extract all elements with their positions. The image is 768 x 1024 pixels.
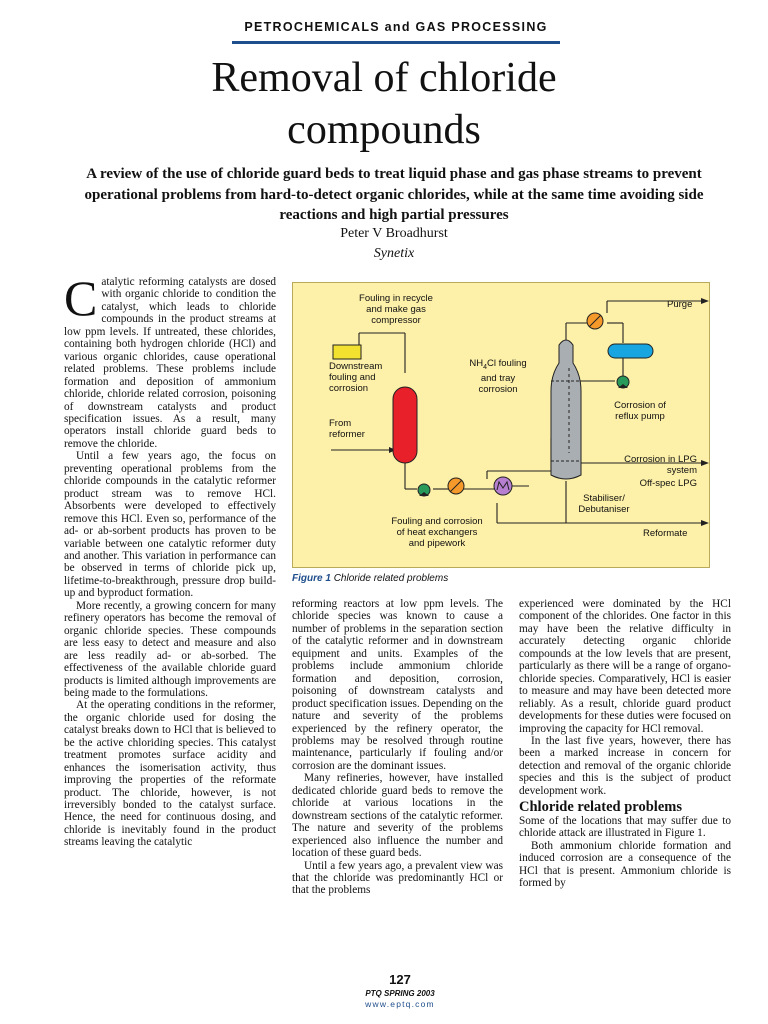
paragraph: Until a few years ago, the focus on preventing operational problems from the chloride compounds in the catalytic reformer product stream was to remove HCl. Absorbents were developed to effectively remove this HCl. Even so, performance of the ad- or ab-sorbent products has proven to be variable between one catalytic reformer duty and another. This variation in performance can be observed in terms of chloride pick up, lifetime-to-breakthrough, pressure drop build-up and byproduct formation. <box>64 450 276 600</box>
reflux-drum-icon <box>608 344 653 358</box>
column-2 <box>292 598 503 897</box>
journal-url: www.eptq.com <box>365 999 435 1009</box>
column-1 <box>64 270 276 849</box>
paragraph: Both ammonium chloride formation and induced corrosion are a consequence of the HCl that is present. Ammonium chloride is formed by <box>519 839 731 889</box>
label-recycle-compressor: Fouling in recycle and make gas compressor <box>359 293 433 326</box>
section-rule <box>232 41 560 44</box>
label-lpg-corrosion: Corrosion in LPG system <box>624 454 697 476</box>
author: Peter V Broadhurst <box>340 226 448 241</box>
arrow-lpg <box>701 460 709 466</box>
reactor-icon <box>393 387 417 463</box>
drop-cap: C <box>64 270 98 326</box>
column-3 <box>519 598 731 889</box>
paragraph: In the last five years, however, there has been a marked increase in concern for detection and removal of the organic chloride species and this is the subject of product development work. <box>519 734 731 797</box>
title-line-1: Removal of chloride <box>211 55 557 101</box>
label-nh4cl: $NH_4Cl$ fouling and tray corrosion <box>469 358 527 395</box>
label-reformate: Reformate <box>643 528 688 539</box>
paragraph: Many refineries, however, have installed dedicated chloride guard beds to remove the chloride at various locations in the downstream sections of the catalytic reformer. The nature and severity of the problems experienced also influence the number and location of these guard beds. <box>292 772 503 860</box>
figure-caption <box>292 573 448 584</box>
paragraph: Catalytic reforming catalysts are dosed with organic chloride to condition the catalyst, which leads to chloride compounds in the product streams at low ppm levels. If untreated, these chlorides, containing both hydrogen chloride (HCl) and various organic chlorides, cause operational related problems. These problems include formation and deposition of ammonium chloride, chloride related corrosion, poisoning of downstream catalysts and product specification issues. As a result, many operators install chloride guard beds to remove the chloride. <box>64 270 276 450</box>
label-heat-exchangers: Fouling and corrosion of heat exchangers and pipework <box>391 516 483 549</box>
reboiler-icon <box>494 477 512 495</box>
page-number: 127 <box>389 972 411 987</box>
figure-1 <box>292 282 710 568</box>
section-heading: PETROCHEMICALS and GAS PROCESSING <box>244 20 548 34</box>
arrow-purge <box>701 298 709 304</box>
paragraph: experienced were dominated by the HCl component of the chlorides. One factor in this may have been the relative difficulty in accurately detecting organic chloride compounds at the low levels that are present, particularly as there will be a range of organo-chloride species. Comparatively, HCl is easier to measure and may have been detected more reliably. As a result, chloride guard product developments for these duties were focused on improving the capacity for HCl removal. <box>519 598 731 735</box>
affiliation: Synetix <box>373 246 415 261</box>
label-reflux-pump: Corrosion of reflux pump <box>614 400 666 422</box>
paragraph: Some of the locations that may suffer due to chloride attack are illustrated in Figure 1. <box>519 814 731 840</box>
label-offspec-lpg: Off-spec LPG <box>639 478 697 489</box>
paragraph: More recently, a growing concern for many refinery operators has become the removal of organic chloride species. These compounds are less easy to detect and measure and also are less readily ad- or ab-sorbed. The effectiveness of the available chloride guard products is limited although improvements are being made to the formulations. <box>64 599 276 699</box>
label-downstream: Downstream fouling and corrosion <box>329 361 383 394</box>
journal-issue: PTQ SPRING 2003 <box>365 989 435 998</box>
label-stabiliser: Stabiliser/ Debutaniser <box>578 493 630 515</box>
title-line-2: compounds <box>287 107 481 153</box>
caption-text: Chloride related problems <box>333 573 449 584</box>
column-icon <box>551 340 581 479</box>
arrow-reformate <box>701 520 709 526</box>
compressor-icon <box>333 345 361 359</box>
label-from-reformer: From reformer <box>329 418 365 440</box>
standfirst: A review of the use of chloride guard beds to treat liquid phase and gas phase streams to prevent operational problems from hard-to-detect organic chlorides, while at the same time avoiding side reactions and high partial pressures <box>84 166 704 223</box>
paragraph: reforming reactors at low ppm levels. The chloride species was known to cause a number of problems in the separation section of the catalytic reformer and in downstream equipment and units. Examples of the problems include ammonium chloride formation and deposition, corrosion, poisoning of downstream catalysts and product specification issues. Depending on the nature and severity of the problems experienced by the refinery operator, the problems may be resolved through routine maintenance, particularly if fouling and/or corrosion are the dominant issues. <box>292 598 503 772</box>
article-title <box>60 52 708 156</box>
paragraph: Until a few years ago, a prevalent view was that the chloride was predominantly HCl or that the problems <box>292 859 503 897</box>
subheading: Chloride related problems <box>519 799 682 816</box>
caption-label: Figure 1 <box>292 573 331 584</box>
paragraph: At the operating conditions in the reformer, the organic chloride used for dosing the catalyst breaks down to HCl that is believed to be the active chloriding species. This catalyst treatment promotes surface acidity and enhances the isomerisation activity, thus improving the properties of the reformate product. The chloride, however, is not irreversibly bonded to the catalyst surface. Hence, the need for continuous dosing, and chloride is inevitably found in the product streams leaving the catalytic <box>64 699 276 849</box>
label-purge: Purge <box>667 299 693 310</box>
